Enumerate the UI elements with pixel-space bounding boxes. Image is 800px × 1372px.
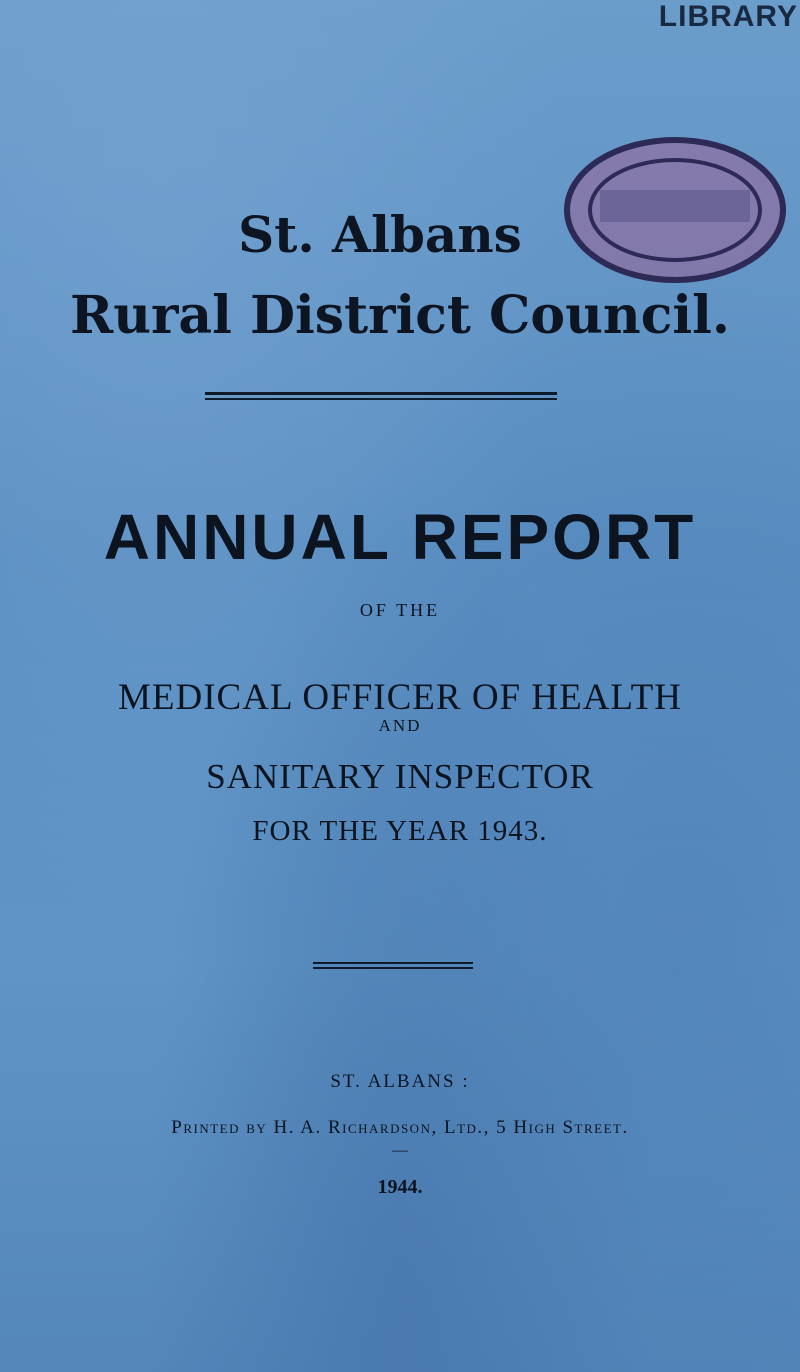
council-name-line1: St. Albans bbox=[238, 205, 522, 264]
top-divider bbox=[205, 392, 557, 402]
library-stamp-label: LIBRARY bbox=[658, 0, 798, 33]
imprint-printer: Printed by H. A. Richardson, Ltd., 5 High Street. bbox=[171, 1117, 629, 1138]
imprint-dash: — bbox=[392, 1142, 408, 1159]
subtitle-of-the: OF THE bbox=[359, 600, 441, 620]
bottom-divider bbox=[313, 962, 473, 970]
subtitle-and: AND bbox=[378, 716, 422, 735]
imprint-place: ST. ALBANS : bbox=[330, 1071, 470, 1092]
subtitle-sanitary-inspector: SANITARY INSPECTOR bbox=[206, 757, 594, 796]
report-title: ANNUAL REPORT bbox=[103, 501, 697, 573]
imprint-date: 1944. bbox=[377, 1176, 423, 1198]
council-name-line2: Rural District Council. bbox=[69, 285, 730, 346]
subtitle-medical-officer: MEDICAL OFFICER OF HEALTH bbox=[118, 677, 682, 718]
report-year: FOR THE YEAR 1943. bbox=[252, 815, 548, 847]
